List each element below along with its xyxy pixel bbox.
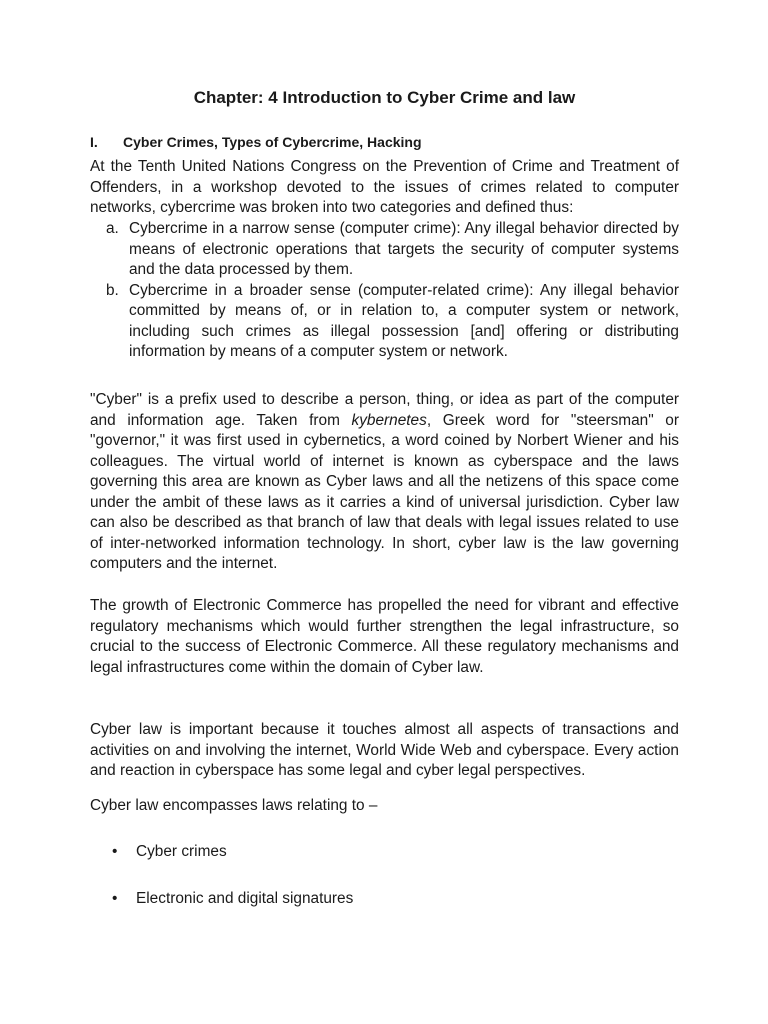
definition-item (90, 219, 679, 281)
definition-text: Cybercrime in a broader sense (computer-related crime): Any illegal behavior committed by means of, or in relation to, a computer system or network, including such crimes as illegal possession [and] offering or distributing information by means of a computer system or network. (129, 281, 679, 360)
section-heading (90, 132, 679, 152)
cyber-prefix-paragraph (90, 390, 679, 575)
bullet-icon: • (112, 843, 118, 860)
encompasses-intro: Cyber law encompasses laws relating to – (90, 797, 378, 814)
section-heading-text: Cyber Crimes, Types of Cybercrime, Hacking (123, 134, 422, 150)
definition-marker: a. (106, 220, 119, 237)
definition-text: Cybercrime in a narrow sense (computer crime): Any illegal behavior directed by means of electronic operations that targets the security of computer systems and the data processed by them. (129, 220, 679, 278)
intro-paragraph: At the Tenth United Nations Congress on the Prevention of Crime and Treatment of Offenders, in a workshop devoted to the issues of crimes related to computer networks, cybercrime was broken into two categories and defined thus: (90, 158, 679, 216)
chapter-title: Chapter: 4 Introduction to Cyber Crime and law (193, 88, 576, 107)
definition-item (90, 281, 679, 363)
section-number: I. (90, 134, 98, 150)
definition-marker: b. (106, 281, 119, 299)
list-item-text: Electronic and digital signatures (136, 890, 354, 907)
definitions-list (90, 219, 679, 363)
kybernetes-term: kybernetes (351, 411, 427, 429)
bullet-icon: • (112, 890, 118, 907)
importance-paragraph: Cyber law is important because it touches almost all aspects of transactions and activities on and involving the internet, World Wide Web and cyberspace. Every action and reaction in cyberspace has some legal and cyber legal perspectives. (90, 721, 679, 779)
cyber-paragraph-start: "Cyber" is a prefix used to describe a person, thing, or idea as part of the computer and information age. Taken from (90, 391, 679, 429)
cyber-paragraph-end: , Greek word for "steersman" or "governor," it was first used in cybernetics, a word coined by Norbert Wiener and his colleagues. The virtual world of internet is known as cyberspace and the laws governing this area are known as Cyber laws and all the netizens of this space come under the ambit of these laws as it carries a kind of universal jurisdiction. Cyber law can also be described as that branch of law that deals with legal issues related to use of inter-networked information technology. In short, cyber law is the law governing computers and the internet. (90, 411, 679, 572)
ecommerce-paragraph: The growth of Electronic Commerce has propelled the need for vibrant and effective regulatory mechanisms which would further strengthen the legal infrastructure, so crucial to the success of Electronic Commerce. All these regulatory mechanisms and legal infrastructures come within the domain of Cyber law. (90, 597, 679, 676)
list-item-text: Cyber crimes (136, 843, 227, 860)
